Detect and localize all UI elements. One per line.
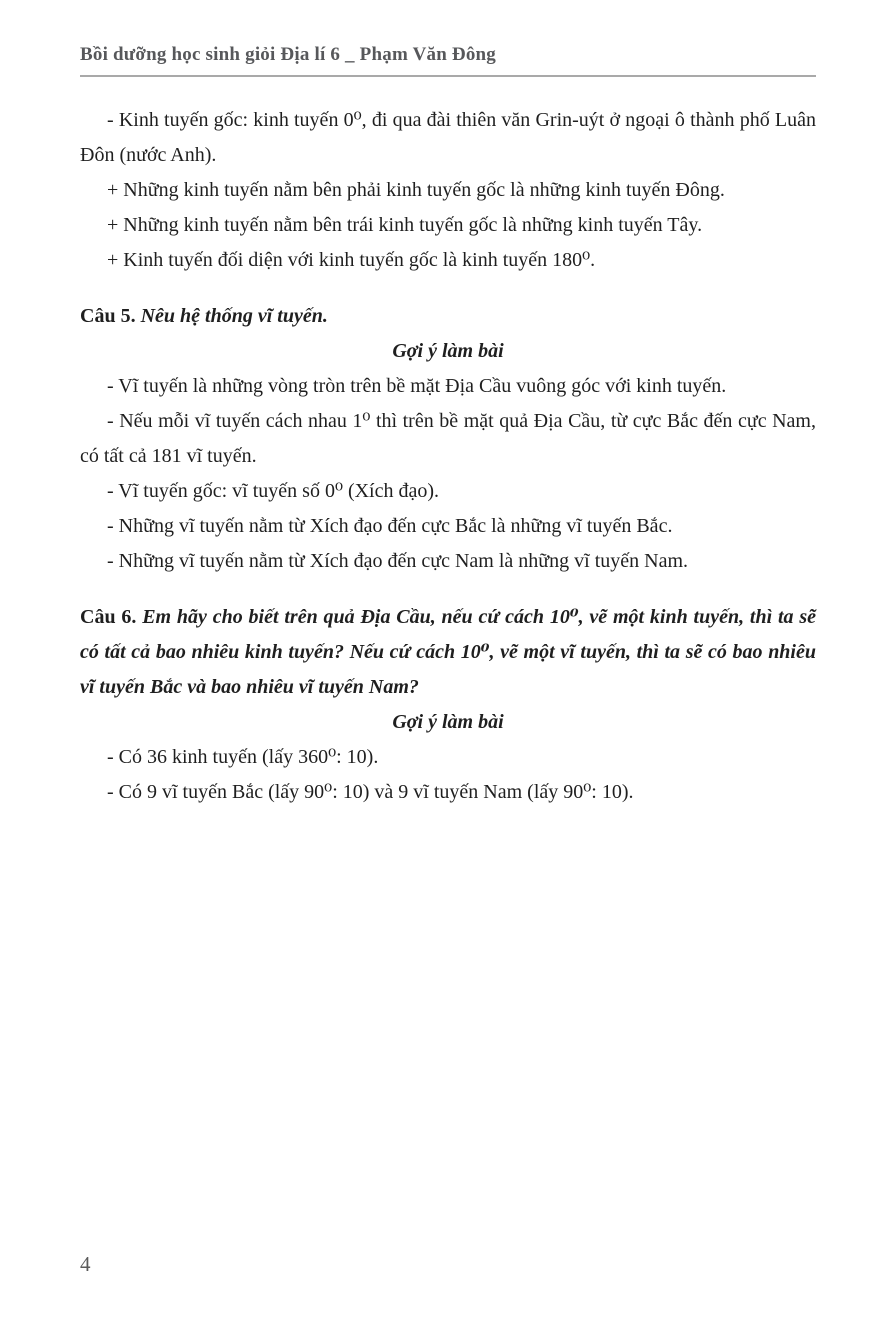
cau5-label: Câu 5. (80, 305, 136, 327)
cau6-heading (80, 600, 816, 705)
paragraph-kinh-tuyen-dong: + Những kinh tuyến nằm bên phải kinh tuyến gốc là những kinh tuyến Đông. (107, 179, 725, 201)
paragraph-kinh-tuyen-goc: - Kinh tuyến gốc: kinh tuyến 0⁰, đi qua đài thiên văn Grin-uýt ở ngoại ô thành phố Luân Đôn (nước Anh). (80, 109, 816, 166)
cau5-question: Nêu hệ thống vĩ tuyến. (140, 305, 328, 327)
document-footer (80, 1252, 816, 1277)
document-body (80, 103, 816, 810)
paragraph-kinh-tuyen-tay: + Những kinh tuyến nằm bên trái kinh tuyến gốc là những kinh tuyến Tây. (107, 214, 703, 236)
cau5-answer-5: - Những vĩ tuyến nằm từ Xích đạo đến cực Nam là những vĩ tuyến Nam. (107, 550, 689, 572)
cau6-label: Câu 6. (80, 606, 137, 628)
cau5-goi-y-lam-bai: Gợi ý làm bài (392, 340, 504, 362)
cau5-answer-3: - Vĩ tuyến gốc: vĩ tuyến số 0⁰ (Xích đạo). (107, 480, 440, 502)
paragraph-kinh-tuyen-180: + Kinh tuyến đối diện với kinh tuyến gốc là kinh tuyến 180⁰. (107, 249, 596, 271)
cau6-answer-2: - Có 9 vĩ tuyến Bắc (lấy 90⁰: 10) và 9 vĩ tuyến Nam (lấy 90⁰: 10). (107, 781, 634, 803)
cau5-answer-4: - Những vĩ tuyến nằm từ Xích đạo đến cực Bắc là những vĩ tuyến Bắc. (107, 515, 673, 537)
cau6-answer-1: - Có 36 kinh tuyến (lấy 360⁰: 10). (107, 746, 379, 768)
page-number: 4 (80, 1252, 91, 1276)
cau5-answer-1: - Vĩ tuyến là những vòng tròn trên bề mặt Địa Cầu vuông góc với kinh tuyến. (107, 375, 727, 397)
header-title: Bồi dưỡng học sinh giỏi Địa lí 6 _ Phạm Văn Đông (80, 44, 497, 65)
cau6-goi-y-lam-bai: Gợi ý làm bài (392, 711, 504, 733)
document-header (80, 44, 816, 77)
cau5-answer-2: - Nếu mỗi vĩ tuyến cách nhau 1⁰ thì trên bề mặt quả Địa Cầu, từ cực Bắc đến cực Nam, có tất cả 181 vĩ tuyến. (80, 410, 816, 467)
cau5-heading (80, 299, 816, 334)
cau6-question: Em hãy cho biết trên quả Địa Cầu, nếu cứ cách 10⁰, vẽ một kinh tuyến, thì ta sẽ có tất cả bao nhiêu kinh tuyến? Nếu cứ cách 10⁰, vẽ một vĩ tuyến, thì ta sẽ có bao nhiêu vĩ tuyến Bắc và bao nhiêu vĩ tuyến Nam? (80, 606, 816, 698)
